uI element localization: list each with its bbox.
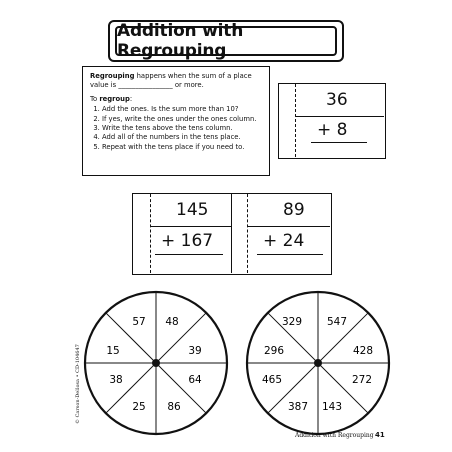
problem-separator xyxy=(231,194,232,273)
wheel-number: 387 xyxy=(287,401,309,413)
wheel-number: 547 xyxy=(326,316,348,328)
problem-2-top: 145 xyxy=(176,200,209,220)
tens-column-divider xyxy=(295,84,296,157)
footer-caption: Addition with Regrouping xyxy=(295,432,374,439)
wheel-number: 38 xyxy=(109,374,123,386)
addition-wheel-left xyxy=(83,290,229,436)
tens-column-divider xyxy=(150,194,151,273)
wheel-number: 428 xyxy=(352,345,374,357)
wheel-number: 57 xyxy=(132,316,146,328)
definition-text: happens when the sum of a place xyxy=(134,72,252,80)
page-number: 41 xyxy=(375,431,385,439)
wheel-number: 25 xyxy=(132,401,146,413)
box-row-divider xyxy=(247,226,330,227)
wheel-number: 296 xyxy=(263,345,285,357)
regroup-step: 3. Write the tens above the tens column. xyxy=(102,124,262,133)
wheel-number: 86 xyxy=(167,401,181,413)
problem-3-bottom: + 24 xyxy=(263,231,305,251)
wheel-number: 39 xyxy=(188,345,202,357)
problem-3-answer-line xyxy=(257,254,323,255)
regroup-step: 1. Add the ones. Is the sum more than 10? xyxy=(102,105,262,114)
definition-line2-start: value is xyxy=(90,81,117,90)
problem-3-top: 89 xyxy=(283,200,305,220)
problem-1-top: 36 xyxy=(326,90,348,110)
problem-2-bottom: + 167 xyxy=(161,231,214,251)
regroup-prefix: To xyxy=(90,94,100,103)
regroup-step: 2. If yes, write the ones under the ones column. xyxy=(102,115,262,124)
wheel-number: 329 xyxy=(281,316,303,328)
wheel-number: 48 xyxy=(165,316,179,328)
wheel-number: 465 xyxy=(261,374,283,386)
addition-wheel-right xyxy=(245,290,391,436)
box-row-divider xyxy=(295,116,384,117)
copyright-side-text: © Carson-Dellosa • CD-104647 xyxy=(75,344,81,424)
problem-box-1 xyxy=(278,83,386,159)
definition-line-2 xyxy=(90,81,262,90)
definition-blank: ________________ xyxy=(118,81,173,90)
wheel-number: 64 xyxy=(188,374,202,386)
wheel-number: 143 xyxy=(321,401,343,413)
regroup-heading xyxy=(90,95,262,104)
wheel-number: 272 xyxy=(351,374,373,386)
problem-1-answer-line xyxy=(311,142,367,143)
definition-line-1 xyxy=(90,72,262,81)
regroup-step: 5. Repeat with the tens place if you need to. xyxy=(102,143,262,152)
regroup-suffix: : xyxy=(129,94,133,103)
problem-box-2-3 xyxy=(132,193,332,275)
regroup-steps xyxy=(90,105,262,152)
wheel-number: 15 xyxy=(106,345,120,357)
regroup-step: 4. Add all of the numbers in the tens place. xyxy=(102,133,262,142)
regrouping-info-box xyxy=(82,66,270,176)
problem-2-answer-line xyxy=(155,254,223,255)
box-row-divider xyxy=(150,226,231,227)
definition-term: Regrouping xyxy=(90,72,135,80)
page-title: Addition with Regrouping xyxy=(115,26,337,56)
regroup-term: regroup xyxy=(99,94,130,103)
definition-line2-end: or more. xyxy=(174,81,204,90)
tens-column-divider xyxy=(247,194,248,273)
problem-1-bottom: + 8 xyxy=(317,120,348,140)
